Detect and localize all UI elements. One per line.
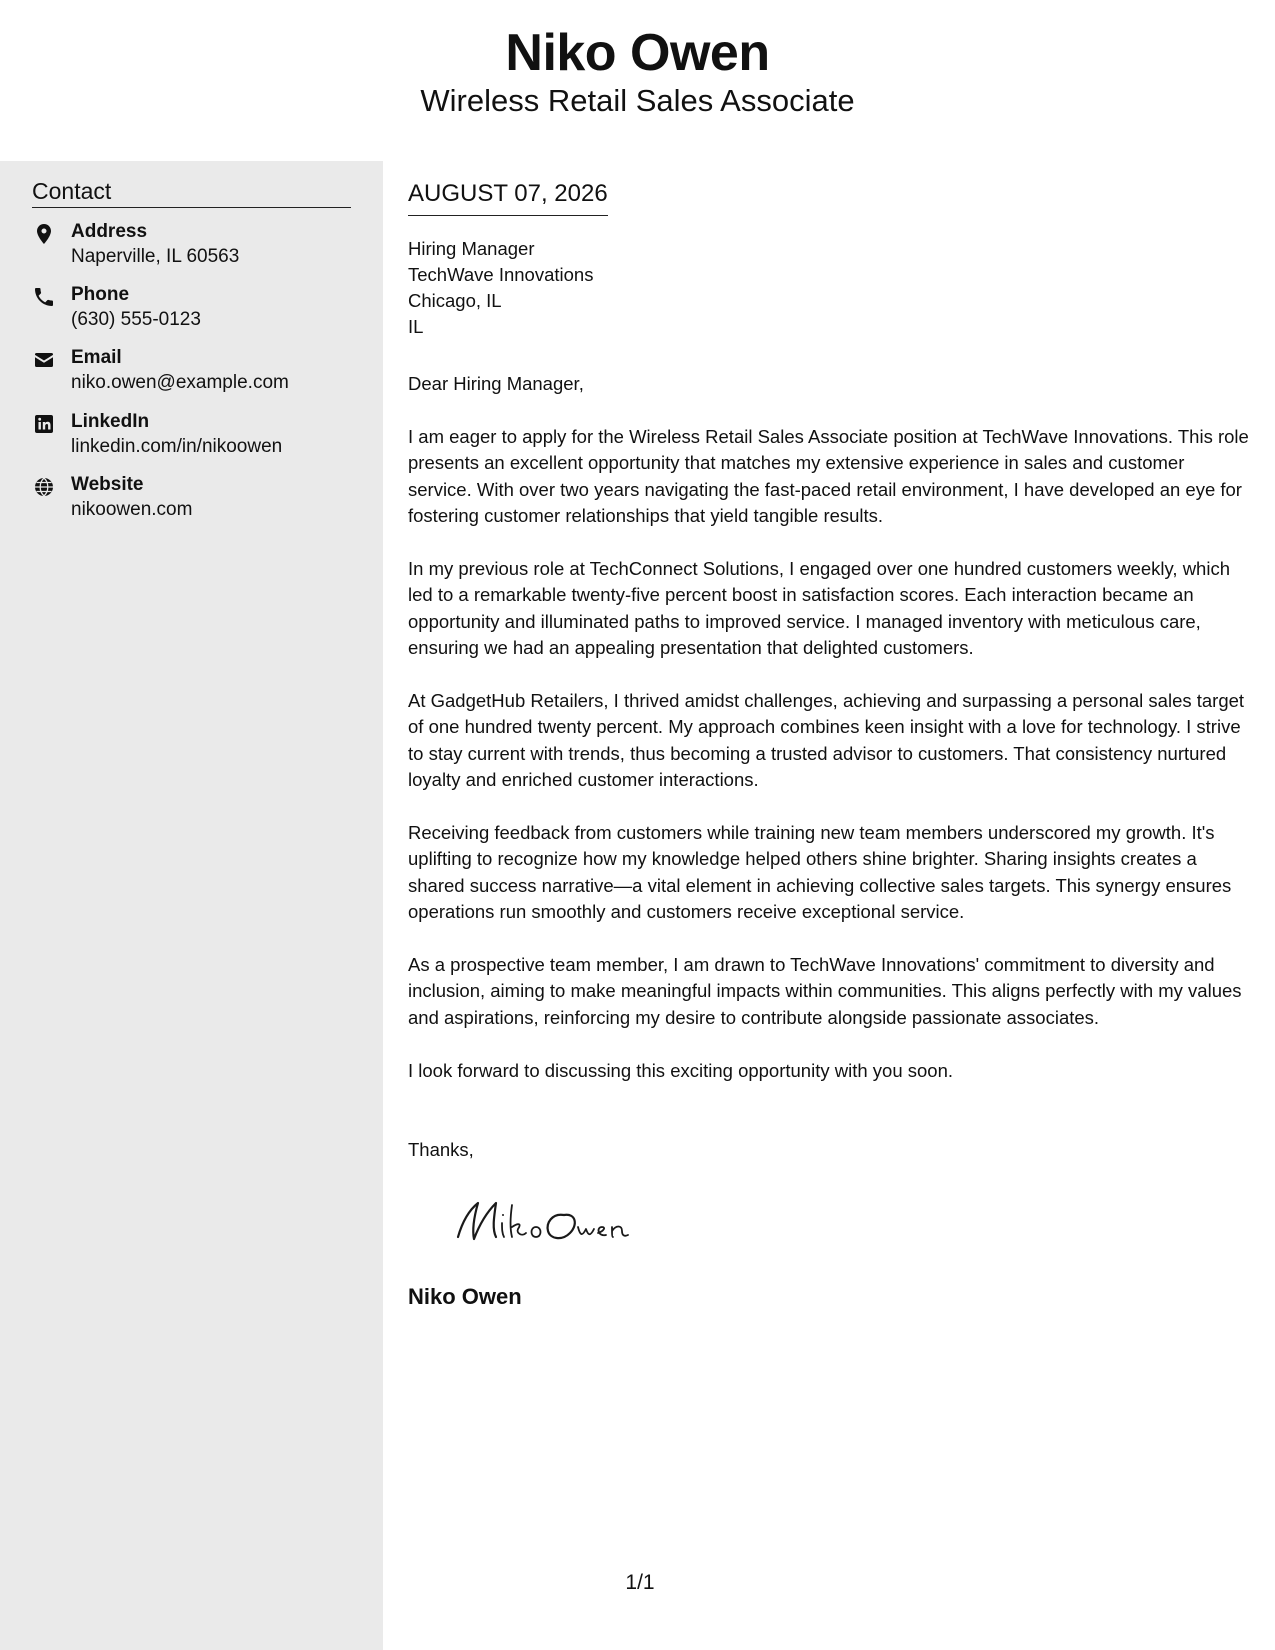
contact-label: Website — [71, 474, 144, 495]
job-title: Wireless Retail Sales Associate — [420, 83, 855, 118]
contact-heading: Contact — [32, 176, 351, 208]
recipient-line: TechWave Innovations — [408, 264, 594, 285]
contact-label: Email — [71, 347, 122, 368]
candidate-name: Niko Owen — [505, 24, 770, 82]
recipient-line: Hiring Manager — [408, 238, 535, 259]
globe-icon — [32, 475, 56, 499]
contact-value[interactable]: nikoowen.com — [71, 499, 193, 520]
contact-label: Address — [71, 221, 148, 242]
recipient-line: IL — [408, 316, 424, 337]
letter-paragraph: As a prospective team member, I am drawn to TechWave Innovations' commitment to diversity and inclusion, aiming to make meaningful impacts within communities. This aligns perfectly with my values and aspirations, reinforcing my desire to contribute alongside passionate associates. — [408, 954, 1242, 1028]
contact-label: Phone — [71, 284, 130, 305]
salutation: Dear Hiring Manager, — [408, 373, 584, 394]
contact-value: Naperville, IL 60563 — [71, 246, 240, 267]
contact-value[interactable]: linkedin.com/in/nikoowen — [71, 436, 283, 457]
letter-date: AUGUST 07, 2026 — [408, 179, 608, 216]
letter-paragraph: I look forward to discussing this exciting opportunity with you soon. — [408, 1060, 954, 1081]
contact-value: (630) 555-0123 — [71, 309, 201, 330]
letter-paragraph: At GadgetHub Retailers, I thrived amidst challenges, achieving and surpassing a personal sales target of one hundred twenty percent. My approach combines keen insight with a love for technology. I strive to stay current with trends, thus becoming a trusted advisor to customers. That consistency nurtured loyalty and enriched customer interactions. — [408, 690, 1245, 791]
letter-paragraph: Receiving feedback from customers while training new team members underscored my growth. It's uplifting to recognize how my knowledge helped others shine brighter. Sharing insights creates a shared success narrative—a vital element in achieving collective sales targets. This synergy ensures operations run smoothly and customers receive exceptional service. — [408, 822, 1232, 923]
handwritten-signature — [452, 1193, 652, 1253]
page-header — [0, 0, 1275, 160]
linkedin-icon — [32, 412, 56, 436]
letter-paragraph: I am eager to apply for the Wireless Retail Sales Associate position at TechWave Innovations. This role presents an excellent opportunity that matches my extensive experience in sales and customer service. With over two years navigating the fast-paced retail environment, I have developed an eye for fostering customer relationships that yield tangible results. — [408, 426, 1249, 527]
recipient-line: Chicago, IL — [408, 290, 502, 311]
map-pin-icon — [32, 222, 56, 246]
letter-paragraph: In my previous role at TechConnect Solutions, I engaged over one hundred customers weekly, which led to a remarkable twenty-five percent boost in satisfaction scores. Each interaction became an opportunity and illuminated paths to improved service. I managed inventory with meticulous care, ensuring we had an appealing presentation that delighted customers. — [408, 558, 1230, 659]
phone-icon — [32, 285, 56, 309]
closing: Thanks, — [408, 1139, 474, 1160]
recipient-block — [408, 236, 593, 340]
contact-sidebar — [0, 161, 383, 1650]
envelope-icon — [32, 348, 56, 372]
contact-value: niko.owen@example.com — [71, 372, 289, 393]
signer-name: Niko Owen — [408, 1284, 522, 1309]
contact-label: LinkedIn — [71, 411, 150, 432]
page-number: 1/1 — [625, 1571, 655, 1594]
